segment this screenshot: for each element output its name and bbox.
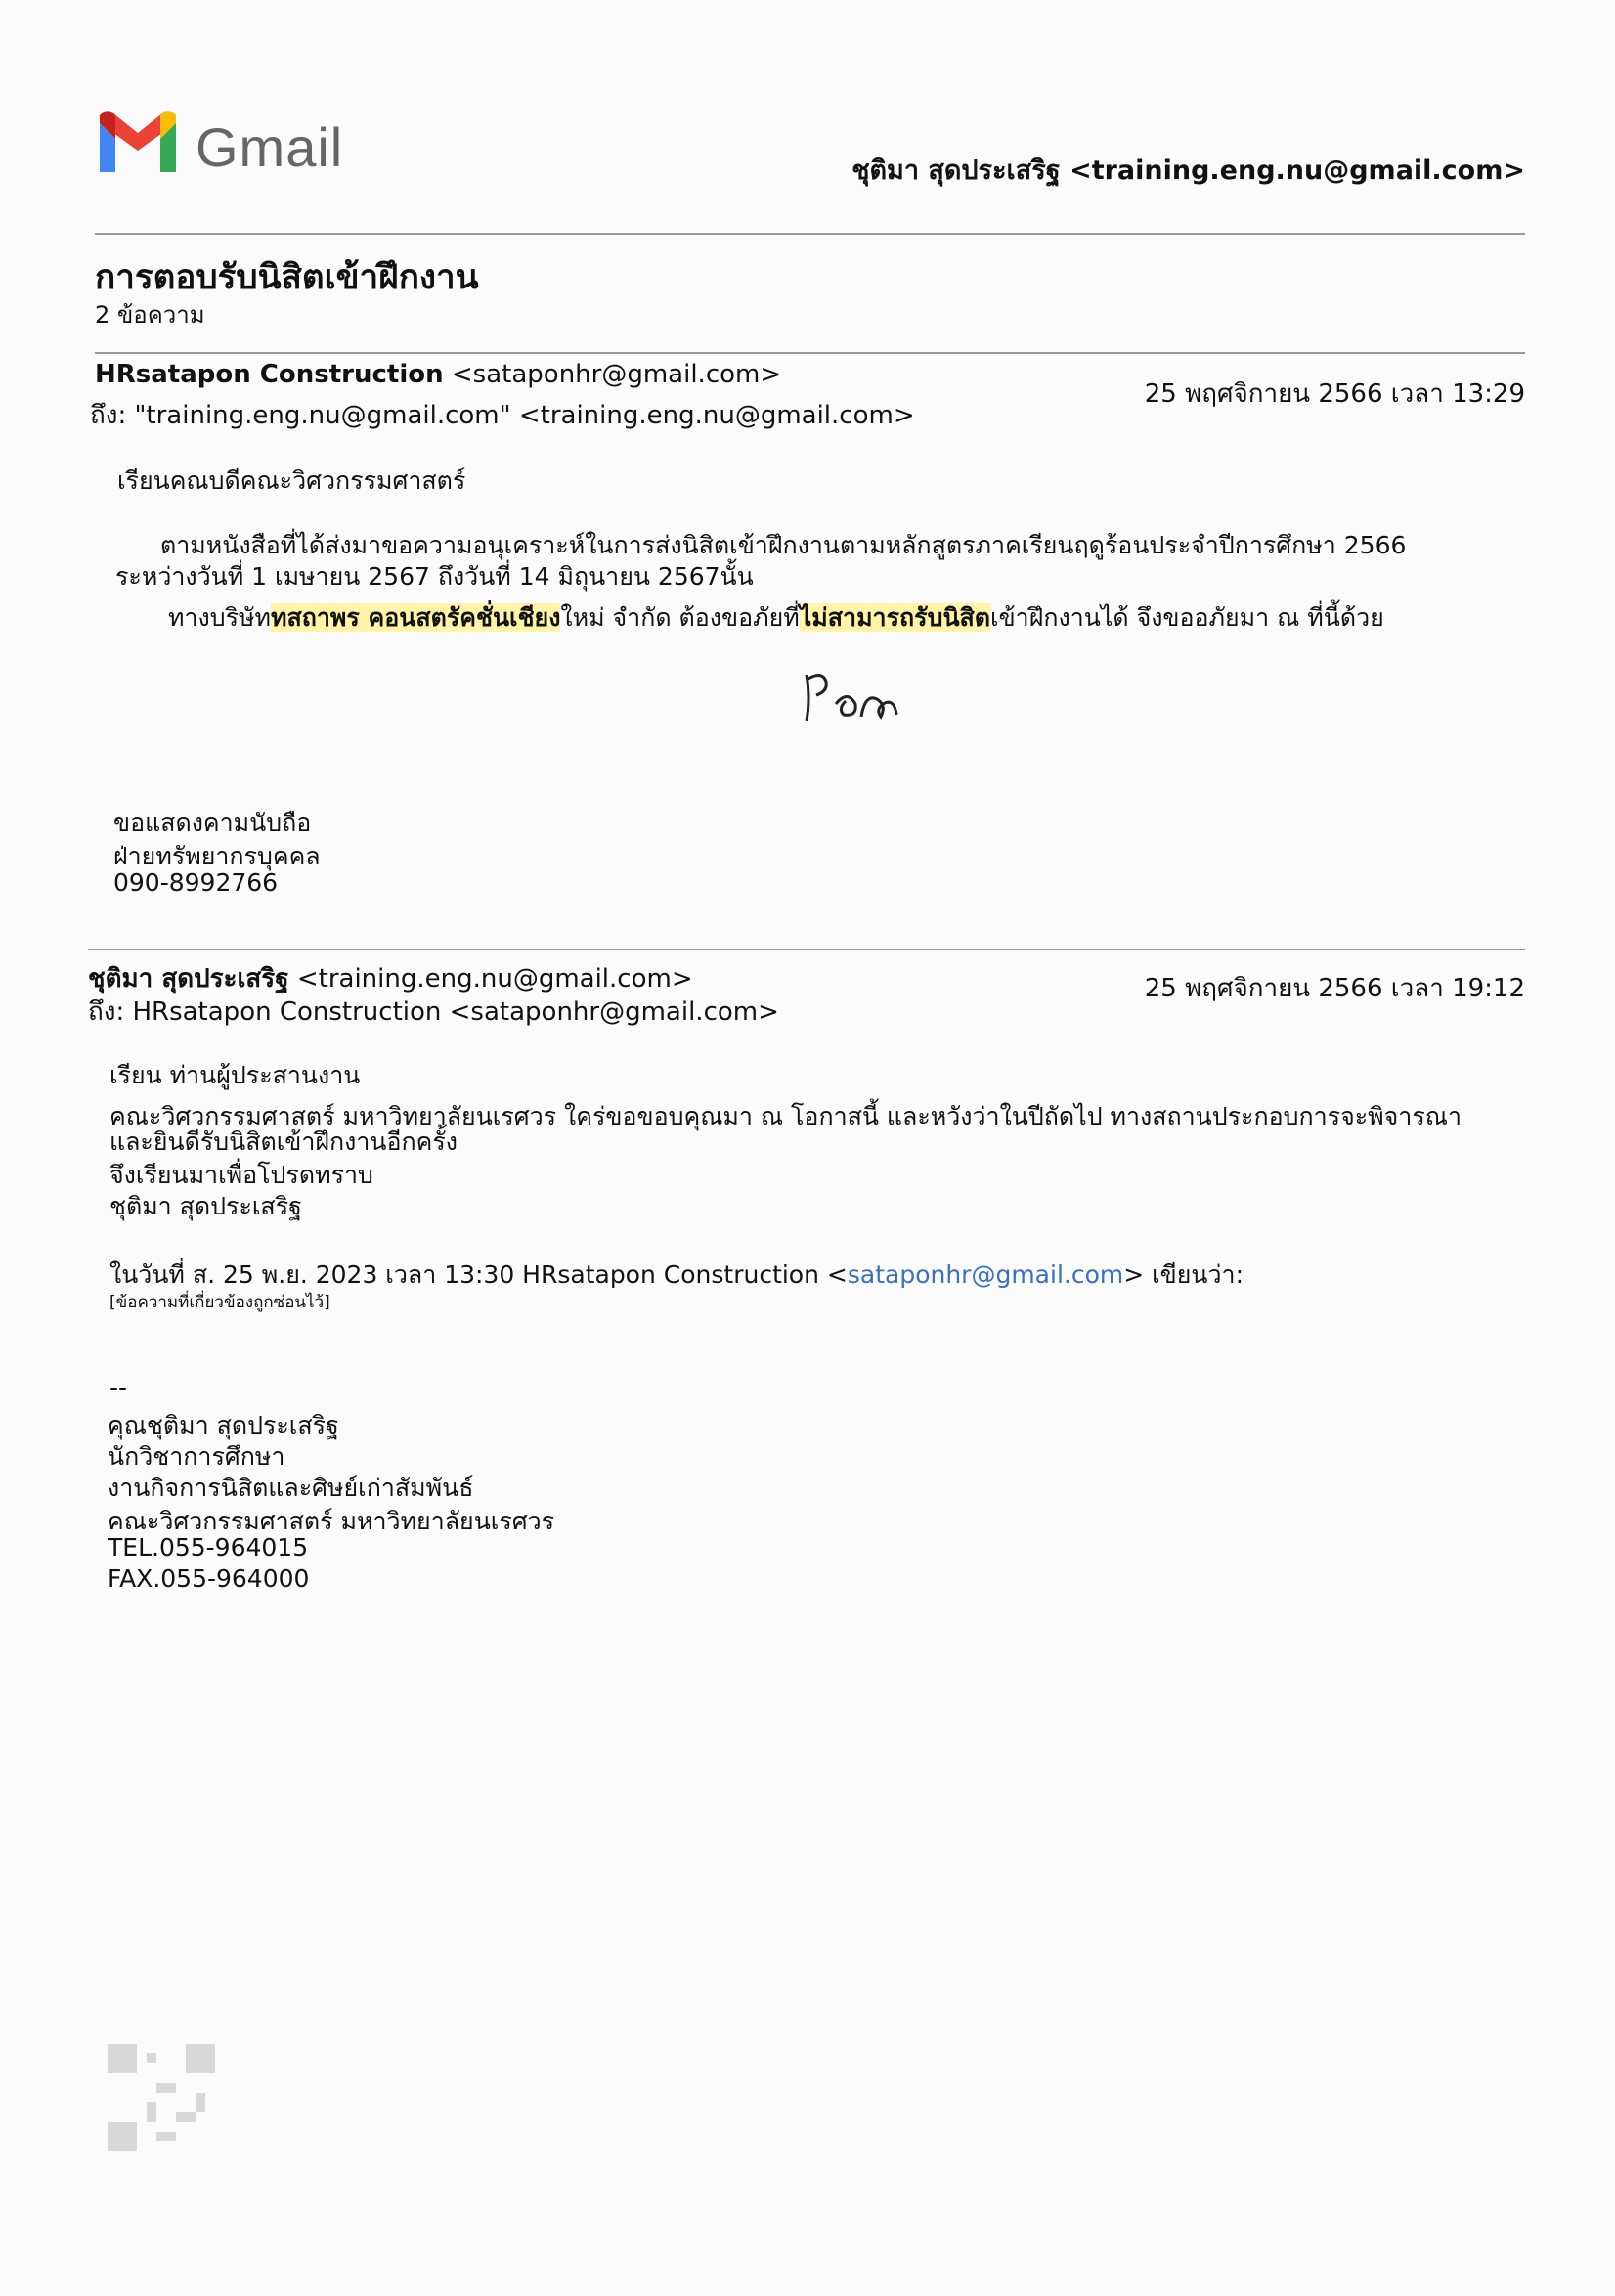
qr-code-icon — [108, 2044, 215, 2151]
signature-tel: TEL.055-964015 — [108, 1533, 309, 1562]
message1-recipient: ถึง: "training.eng.nu@gmail.com" <training.eng.nu@gmail.com> — [90, 401, 915, 430]
para2-part-b: ใหม่ จำกัด ต้องขอภัยที่ — [560, 603, 800, 632]
message1-phone: 090-8992766 — [113, 868, 279, 897]
para2-part-a: ทางบริษัท — [168, 603, 271, 632]
message2-sender-email: <training.eng.nu@gmail.com> — [296, 964, 693, 993]
signature-name: คุณชุติมา สุดประเสริฐ — [108, 1411, 339, 1439]
message2-line5: ชุติมา สุดประเสริฐ — [109, 1192, 302, 1220]
signature-title: นักวิชาการศึกษา — [108, 1442, 285, 1471]
message1-paragraph-line1: ตามหนังสือที่ได้ส่งมาขอความอนุเคราะห์ในการส่งนิสิตเข้าฝึกงานตามหลักสูตรภาคเรียนฤดูร้อนประจำปีการศึกษา 2566 — [160, 531, 1407, 559]
message1-date: 25 พฤศจิกายน 2566 เวลา 13:29 — [1144, 379, 1525, 409]
company-highlight: ทสถาพร คอนสตรัคชั่นเชียง — [270, 603, 561, 632]
signature-faculty: คณะวิศวกรรมศาสตร์ มหาวิทยาลัยนเรศวร — [108, 1507, 555, 1535]
message1-closing: ขอแสดงคามนับถือ — [113, 809, 312, 837]
message2-line3: และยินดีรับนิสิตเข้าฝึกงานอีกครั้ง — [109, 1127, 458, 1156]
hidden-quote-toggle[interactable]: [ข้อความที่เกี่ยวข้องถูกซ่อนไว้] — [109, 1293, 330, 1312]
message2-sender-name: ชุติมา สุดประเสริฐ — [88, 964, 289, 993]
account-label: ชุติมา สุดประเสริฐ <training.eng.nu@gmail.com> — [851, 155, 1525, 186]
message2-line4: จึงเรียนมาเพื่อโปรดทราบ — [109, 1161, 373, 1189]
decline-highlight: ไม่สามารถรับนิสิต — [799, 603, 991, 632]
message1-paragraph-line2: ระหว่างวันที่ 1 เมษายน 2567 ถึงวันที่ 14 มิถุนายน 2567นั้น — [115, 562, 754, 591]
message1-paragraph2 — [168, 598, 1384, 638]
message2-line2: คณะวิศวกรรมศาสตร์ มหาวิทยาลัยนเรศวร ใคร่ขอขอบคุณมา ณ โอกาสนี้ และหวังว่าในปีถัดไป ทางสถานประกอบการจะพิจารณา — [109, 1102, 1462, 1130]
message1-department: ฝ่ายทรัพยากรบุคคล — [113, 842, 321, 870]
quote-prefix: ในวันที่ ส. 25 พ.ย. 2023 เวลา 13:30 HRsatapon Construction < — [109, 1260, 848, 1289]
thread-divider — [95, 352, 1525, 354]
gmail-wordmark: Gmail — [196, 116, 344, 178]
gmail-logo-icon — [94, 110, 182, 176]
message2-line1: เรียน ท่านผู้ประสานงาน — [109, 1061, 361, 1089]
thread-subject: การตอบรับนิสิตเข้าฝึกงาน — [95, 258, 479, 297]
quote-email-link[interactable]: sataponhr@gmail.com — [847, 1260, 1124, 1289]
message-divider — [88, 949, 1525, 950]
signature-separator: -- — [109, 1373, 128, 1401]
message1-sender-email: <sataponhr@gmail.com> — [451, 360, 782, 389]
signature-unit: งานกิจการนิสิตและศิษย์เก่าสัมพันธ์ — [108, 1474, 474, 1502]
message1-salutation: เรียนคณบดีคณะวิศวกรรมศาสตร์ — [117, 466, 466, 495]
handwritten-note-icon — [797, 660, 914, 738]
message1-sender — [95, 360, 781, 389]
message2-date: 25 พฤศจิกายน 2566 เวลา 19:12 — [1144, 974, 1525, 1003]
message-count: 2 ข้อความ — [95, 301, 205, 329]
signature-fax: FAX.055-964000 — [108, 1565, 310, 1593]
para2-part-c: เข้าฝึกงานได้ จึงขออภัยมา ณ ที่นี้ด้วย — [990, 603, 1384, 632]
message1-sender-name: HRsatapon Construction — [95, 360, 444, 389]
header-divider — [95, 233, 1525, 235]
message2-recipient: ถึง: HRsatapon Construction <sataponhr@gmail.com> — [88, 997, 779, 1027]
quote-suffix: > เขียนว่า: — [1123, 1260, 1244, 1289]
